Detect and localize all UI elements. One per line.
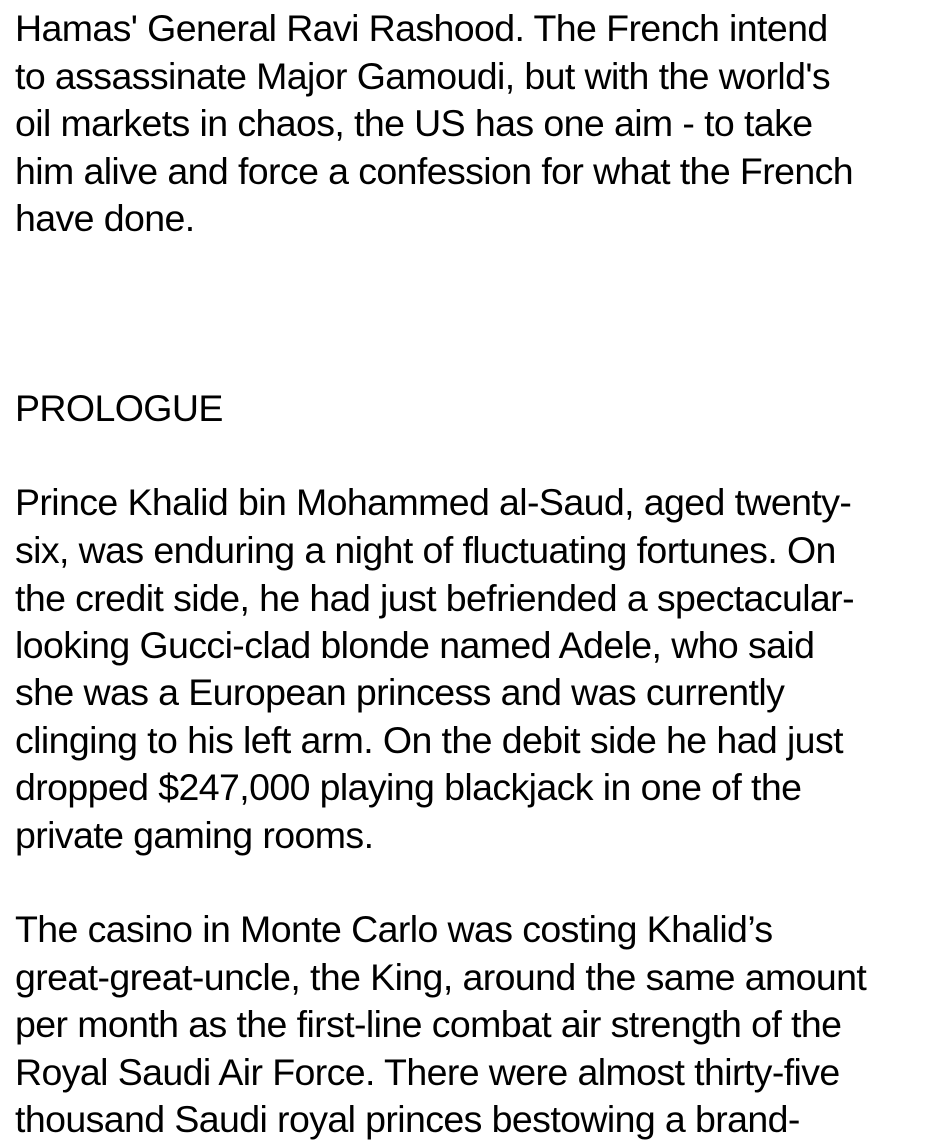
text-line: dropped $247,000 playing blackjack in one of the — [15, 766, 802, 808]
text-line: per month as the first-line combat air strength of the — [15, 1003, 842, 1045]
text-line: clinging to his left arm. On the debit side he had just — [15, 719, 843, 761]
text-line: him alive and force a confession for what the French — [15, 150, 854, 192]
chapter-heading: PROLOGUE — [15, 387, 223, 429]
text-line: Hamas' General Ravi Rashood. The French intend — [15, 7, 828, 49]
text-line: Prince Khalid bin Mohammed al-Saud, aged twenty- — [15, 481, 852, 523]
text-line: the credit side, he had just befriended a spectacular- — [15, 577, 854, 619]
text-line: thousand Saudi royal princes bestowing a brand- — [15, 1098, 800, 1140]
text-line: Royal Saudi Air Force. There were almost thirty-five — [15, 1051, 840, 1093]
text-line: The casino in Monte Carlo was costing Khalid’s — [15, 908, 773, 950]
text-line: to assassinate Major Gamoudi, but with the world's — [15, 55, 831, 97]
text-line: private gaming rooms. — [15, 814, 374, 856]
text-line: great-great-uncle, the King, around the same amount — [15, 956, 867, 998]
text-line: have done. — [15, 197, 195, 239]
text-line: looking Gucci-clad blonde named Adele, who said — [15, 624, 815, 666]
text-line: oil markets in chaos, the US has one aim - to take — [15, 102, 813, 144]
text-line: six, was enduring a night of fluctuating fortunes. On — [15, 529, 836, 571]
text-line: she was a European princess and was currently — [15, 671, 785, 713]
